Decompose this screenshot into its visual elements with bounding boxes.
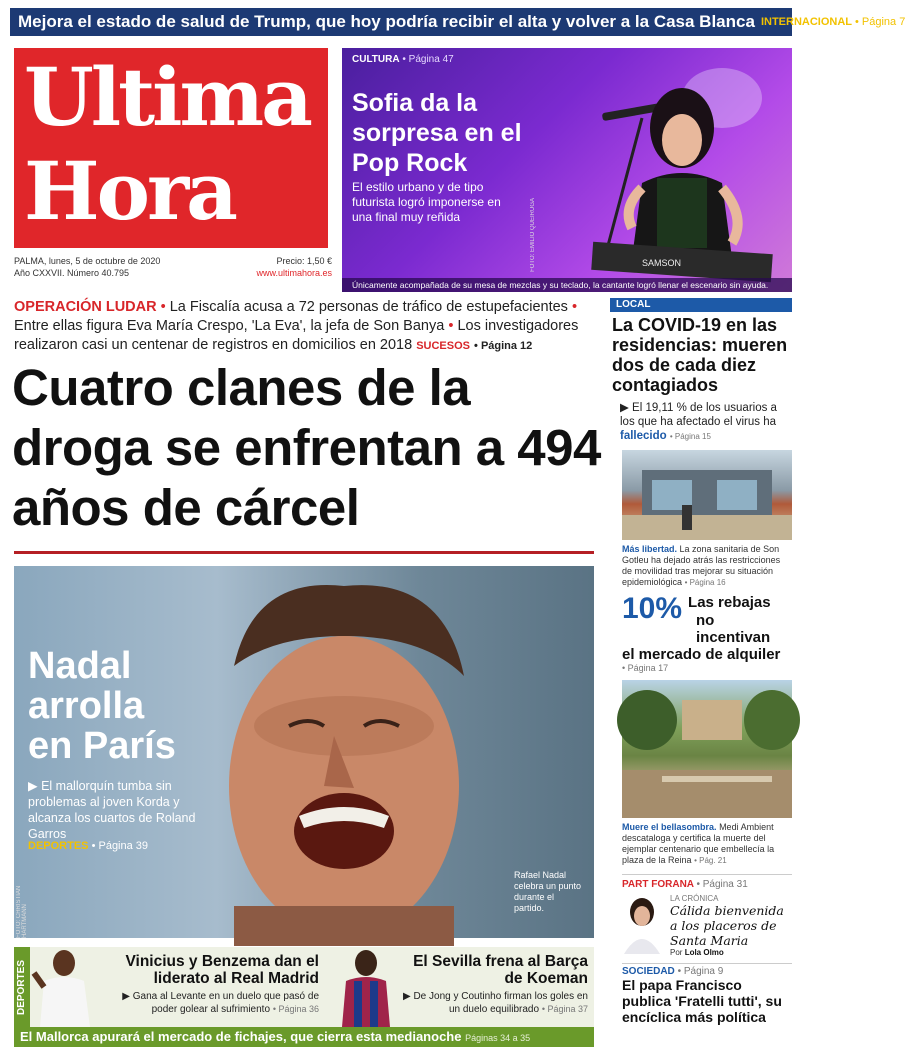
sevilla-summary: ▶ De Jong y Coutinho firman los goles en un duelo equilibrado xyxy=(402,991,588,1015)
local-summary: ▶ El 19,11 % de los usuarios a los que ha afectado el virus ha xyxy=(620,402,777,428)
top-banner[interactable] xyxy=(10,8,905,36)
bellasombra-page: • Pág. 21 xyxy=(694,856,727,865)
byline-label: Por xyxy=(670,948,683,957)
headline-divider xyxy=(14,551,594,554)
local-text xyxy=(610,401,792,444)
lead-summary[interactable] xyxy=(14,298,596,356)
sports-label: DEPORTES xyxy=(14,947,30,1027)
cultura-kicker xyxy=(352,54,454,65)
site-url-link[interactable]: www.ultimahora.es xyxy=(256,268,332,278)
logo-line1: Ultima xyxy=(24,50,310,144)
singer-photo xyxy=(572,68,772,278)
lead-section: SUCESOS xyxy=(416,340,470,352)
nadal-subtitle: ▶ El mallorquín tumba sin problemas al joven Korda y alcanza los cuartos de Roland Garros xyxy=(28,779,196,841)
rebajas-title1: Las rebajas xyxy=(688,594,771,611)
street-market-illustration xyxy=(622,450,792,540)
bellasombra-text: Medi Ambient descataloga y certifica la muerte del ejemplar centenario que embellecía la plaza de la Reina xyxy=(622,822,775,865)
local-highlight: fallecido xyxy=(620,430,667,442)
part-forana-title[interactable]: Cálida bienvenida a los placeros de Santa Maria xyxy=(670,903,784,948)
main-headline[interactable]: Cuatro clanes de la droga se enfrentan a 494 años de cárcel xyxy=(12,359,601,536)
byline-author: Lola Olmo xyxy=(684,948,724,957)
cultura-section: CULTURA xyxy=(352,54,400,65)
dateline-date: PALMA, lunes, 5 de octubre de 2020 xyxy=(14,256,161,266)
dateline-issue: Año CXXVII. Número 40.795 xyxy=(14,268,130,278)
nadal-title-line3: en París xyxy=(28,725,176,767)
bellasombra-highlight: Muere el bellasombra. xyxy=(622,822,717,832)
top-banner-page: • Página 7 xyxy=(855,16,905,28)
nadal-photo-credit: FOTO: CHRISTIAN HARTMANN xyxy=(16,885,28,938)
cronica-label: LA CRÓNICA xyxy=(670,894,719,903)
libertad-brief[interactable] xyxy=(622,544,792,588)
part-forana-page: • Página 31 xyxy=(696,879,748,890)
madrid-text xyxy=(104,991,319,1016)
sociedad-label: SOCIEDAD xyxy=(622,966,675,977)
nadal-section xyxy=(28,840,148,852)
keyboard-brand: SAMSON xyxy=(642,258,682,268)
local-kicker: LOCAL xyxy=(610,298,792,312)
cultura-caption: Únicamente acompañada de su mesa de mezclas y su teclado, la cantante logró llenar el escenario sin ayuda. xyxy=(342,278,792,292)
local-page: • Página 15 xyxy=(669,432,711,441)
author-avatar xyxy=(622,894,662,954)
rebajas-percent: 10% xyxy=(622,592,683,625)
plaza-tree-illustration xyxy=(622,680,792,818)
local-title[interactable]: La COVID-19 en las residencias: mueren dos de cada diez contagiados xyxy=(612,315,788,395)
bullet-icon: • xyxy=(571,299,578,315)
libertad-highlight: Más libertad. xyxy=(622,544,678,554)
rebajas-page: • Página 17 xyxy=(622,663,669,673)
madrid-title[interactable]: Vinicius y Benzema dan el liderato al Real Madrid xyxy=(125,953,319,987)
top-banner-headline[interactable]: Mejora el estado de salud de Trump, que hoy podría recibir el alta y volver a la Casa Blanca xyxy=(18,12,755,31)
plaza-reina-photo xyxy=(622,680,792,818)
nadal-page: • Página 39 xyxy=(91,840,149,852)
mallorca-headline[interactable]: El Mallorca apurará el mercado de fichajes, que cierra esta medianoche xyxy=(20,1029,462,1044)
part-forana-byline xyxy=(670,948,792,957)
cultura-page: • Página 47 xyxy=(402,54,454,65)
nadal-photo xyxy=(194,576,494,946)
sports-item-sevilla[interactable] xyxy=(398,953,588,1016)
rebajas-title2: no incentivan xyxy=(696,612,771,646)
dateline-price: Precio: 1,50 € xyxy=(276,256,332,266)
logo-line2: Hora xyxy=(24,144,235,238)
dateline xyxy=(14,255,332,279)
madrid-summary: ▶ Gana al Levante en un duelo que pasó de poder golear al sufrimiento xyxy=(122,991,319,1015)
sports-item-madrid[interactable] xyxy=(104,953,319,1016)
top-banner-section: INTERNACIONAL xyxy=(760,16,852,28)
masthead-logo xyxy=(14,48,328,248)
rebajas-title3: el mercado de alquiler xyxy=(622,646,781,663)
nadal-title[interactable] xyxy=(28,646,176,766)
son-gotleu-photo xyxy=(622,450,792,540)
cultura-photo-credit: FOTO: EMILIO QUEIRUGA xyxy=(530,198,536,272)
nadal-title-line1: Nadal xyxy=(28,645,132,687)
libertad-page: • Página 16 xyxy=(684,578,726,587)
part-forana-kicker xyxy=(622,879,792,890)
bullet-icon: • xyxy=(160,299,166,315)
cultura-feature[interactable] xyxy=(342,48,792,292)
nadal-section-label: DEPORTES xyxy=(28,840,89,852)
nadal-feature[interactable] xyxy=(14,566,594,938)
bullet-icon: • xyxy=(448,318,454,334)
nadal-title-line2: arrolla xyxy=(28,685,145,727)
sports-strip xyxy=(14,947,594,1027)
sociedad-page: • Página 9 xyxy=(677,966,724,977)
cultura-title[interactable]: Sofia da la sorpresa en el Pop Rock xyxy=(352,89,522,177)
lead-text2: Entre ellas figura Eva María Crespo, 'La Eva', la jefa de Son Banya xyxy=(14,318,445,334)
lead-text3: Los investigadores realizaron casi un centenar de registros en domicilios en 2018 xyxy=(14,318,579,353)
lead-text1: La Fiscalía acusa a 72 personas de tráfico de estupefacientes xyxy=(169,299,568,315)
madrid-page: • Página 36 xyxy=(272,1004,319,1014)
coutinho-photo xyxy=(332,947,396,1027)
nadal-caption: Rafael Nadal celebra un punto durante el partido. xyxy=(514,870,582,913)
libertad-text: La zona sanitaria de Son Gotleu ha dejado atrás las restricciones de movilidad tras mejorar su situación epidemiológica xyxy=(622,544,781,587)
mallorca-bottom-bar[interactable] xyxy=(14,1027,594,1047)
part-forana-label: PART FORANA xyxy=(622,879,694,890)
sevilla-page: • Página 37 xyxy=(541,1004,588,1014)
mallorca-page: Páginas 34 a 35 xyxy=(465,1033,531,1043)
bellasombra-brief[interactable] xyxy=(622,822,792,866)
sevilla-text xyxy=(398,991,588,1016)
right-column xyxy=(610,298,792,1025)
sociedad-kicker xyxy=(622,963,792,977)
cultura-subtitle: El estilo urbano y de tipo futurista logró imponerse en una final muy reñida xyxy=(352,180,501,224)
part-forana-section[interactable] xyxy=(622,874,792,957)
vinicius-photo xyxy=(32,947,96,1027)
lead-page: • Página 12 xyxy=(474,340,533,352)
lead-tag: OPERACIÓN LUDAR xyxy=(14,299,157,315)
sevilla-title[interactable]: El Sevilla frena al Barça de Koeman xyxy=(413,953,588,987)
sociedad-title[interactable]: El papa Francisco publica 'Fratelli tutti', su encíclica más política xyxy=(622,977,782,1025)
